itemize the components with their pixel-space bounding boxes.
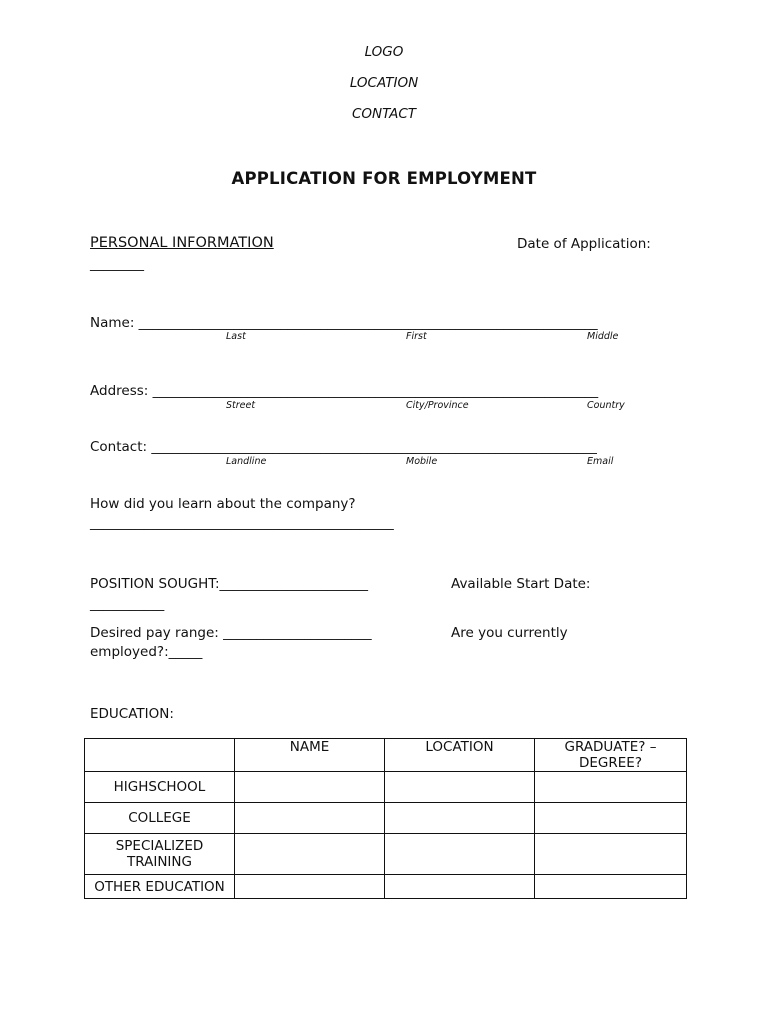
contact-sub-mobile: Mobile <box>406 456 438 467</box>
personal-information-heading: PERSONAL INFORMATION <box>90 235 274 251</box>
specialized-training-name-cell[interactable] <box>235 834 385 875</box>
row-label-other-education: OTHER EDUCATION <box>85 875 235 899</box>
contact-field[interactable]: Contact: __________________________________________________________________ <box>90 439 597 455</box>
highschool-graduate-cell[interactable] <box>535 772 687 803</box>
header-cell-location: LOCATION <box>385 739 535 772</box>
table-row <box>85 875 687 899</box>
specialized-training-graduate-cell[interactable] <box>535 834 687 875</box>
contact-placeholder: CONTACT <box>351 106 417 122</box>
available-start-date-field[interactable]: ___________ <box>90 596 165 612</box>
highschool-location-cell[interactable] <box>385 772 535 803</box>
name-sub-last: Last <box>226 331 246 342</box>
contact-sub-landline: Landline <box>226 456 267 467</box>
other-education-name-cell[interactable] <box>235 875 385 899</box>
address-sub-country: Country <box>587 400 625 411</box>
address-sub-city: City/Province <box>406 400 469 411</box>
available-start-date-label: Available Start Date: <box>451 576 591 592</box>
table-header-row <box>85 739 687 772</box>
location-placeholder: LOCATION <box>349 75 419 91</box>
contact-sub-email: Email <box>587 456 614 467</box>
name-sub-middle: Middle <box>587 331 619 342</box>
row-label-highschool: HIGHSCHOOL <box>85 772 235 803</box>
learn-about-company-field[interactable]: _____________________________________________ <box>90 515 394 531</box>
other-education-graduate-cell[interactable] <box>535 875 687 899</box>
row-label-college: COLLEGE <box>85 803 235 834</box>
currently-employed-field[interactable]: employed?:_____ <box>90 644 203 660</box>
row-label-specialized-training: SPECIALIZED TRAINING <box>85 834 235 875</box>
address-field[interactable]: Address: __________________________________________________________________ <box>90 383 599 399</box>
college-graduate-cell[interactable] <box>535 803 687 834</box>
form-title: APPLICATION FOR EMPLOYMENT <box>231 169 537 188</box>
header-cell-graduate-degree: GRADUATE? – DEGREE? <box>535 739 687 772</box>
table-row <box>85 803 687 834</box>
position-sought-field[interactable]: POSITION SOUGHT:______________________ <box>90 576 369 592</box>
other-education-location-cell[interactable] <box>385 875 535 899</box>
currently-employed-label: Are you currently <box>451 625 568 641</box>
college-name-cell[interactable] <box>235 803 385 834</box>
header-cell-name: NAME <box>235 739 385 772</box>
name-field[interactable]: Name: ____________________________________________________________________ <box>90 315 598 331</box>
date-of-application-field[interactable]: ________ <box>90 256 144 272</box>
education-label: EDUCATION: <box>90 706 174 722</box>
table-row <box>85 834 687 875</box>
highschool-name-cell[interactable] <box>235 772 385 803</box>
address-sub-street: Street <box>226 400 256 411</box>
specialized-training-location-cell[interactable] <box>385 834 535 875</box>
college-location-cell[interactable] <box>385 803 535 834</box>
desired-pay-range-field[interactable]: Desired pay range: ______________________ <box>90 625 372 641</box>
table-row <box>85 772 687 803</box>
date-of-application-label: Date of Application: <box>517 236 651 252</box>
logo-placeholder: LOGO <box>364 44 404 60</box>
learn-about-company-question: How did you learn about the company? <box>90 496 356 512</box>
education-table <box>84 738 687 899</box>
header-cell-empty <box>85 739 235 772</box>
name-sub-first: First <box>406 331 427 342</box>
